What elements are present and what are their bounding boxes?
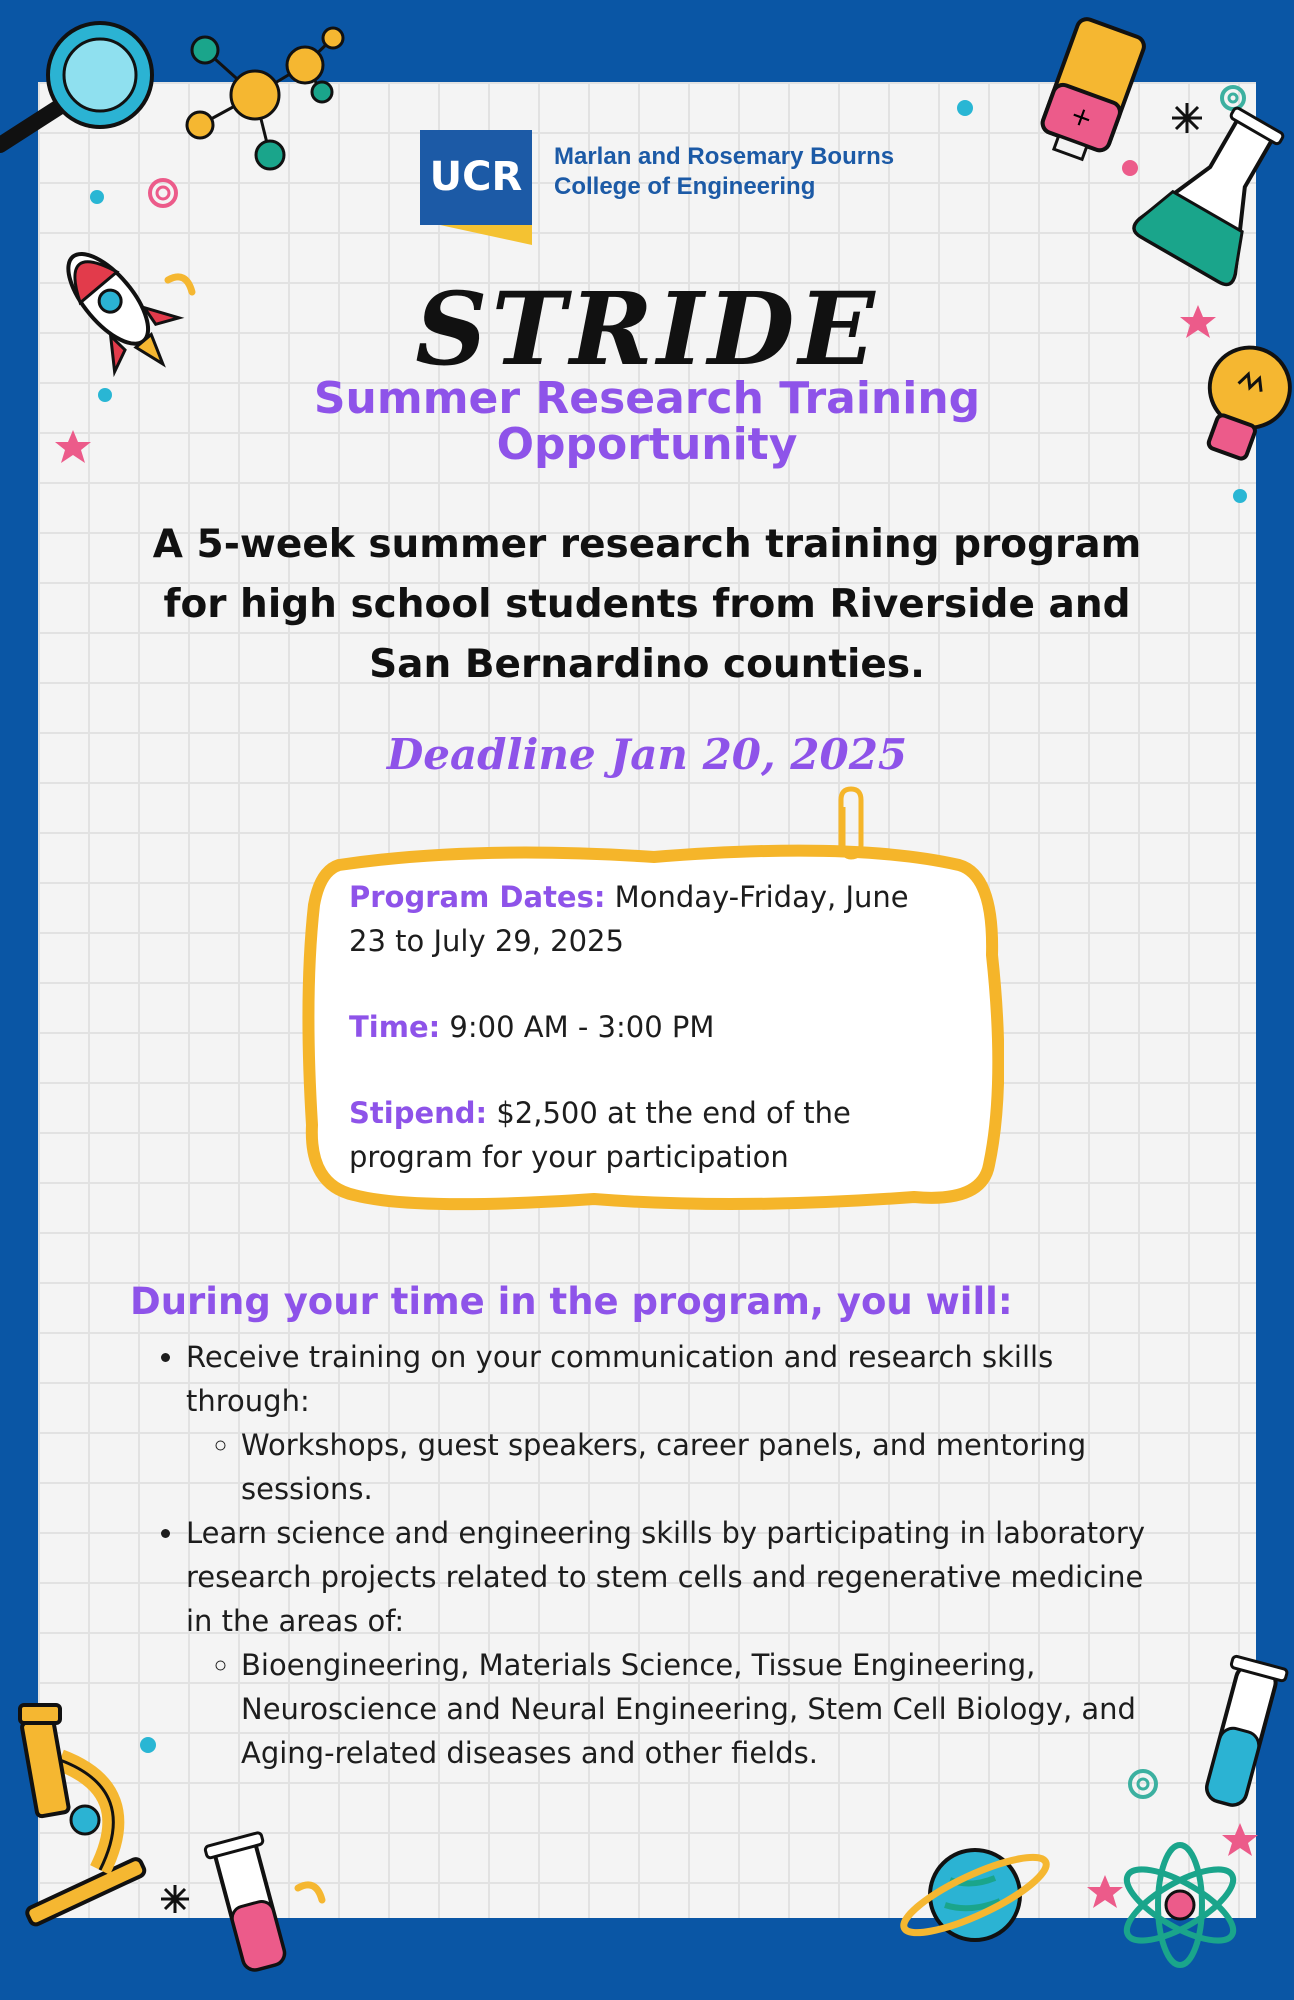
intro-line-3: San Bernardino counties. (369, 642, 925, 687)
sub-list-item-text: Bioengineering, Materials Science, Tissue Engineering, Neuroscience and Neural Engineering, Stem Cell Biology, and Aging-related diseases and other fields. (241, 1648, 1136, 1770)
sub-list-item-text: Workshops, guest speakers, career panels, and mentoring sessions. (241, 1428, 1087, 1506)
molecule-icon (187, 28, 343, 169)
sub-list-item (241, 1643, 1150, 1775)
svg-text:+: + (1065, 99, 1097, 136)
program-dates-value: Monday-Friday, June 23 to July 29, 2025 (349, 880, 909, 958)
logo-tab (440, 225, 532, 245)
deadline: Deadline Jan 20, 2025 (386, 730, 908, 779)
subtitle-line-2: Opportunity (496, 419, 798, 470)
flask-icon (1131, 93, 1294, 288)
microscope-icon (20, 1705, 146, 1926)
test-tube-blue-icon (1196, 1655, 1288, 1810)
sub-list-item (241, 1423, 1150, 1511)
test-tube-icon (204, 1832, 294, 1975)
intro-line-1: A 5-week summer research training program (152, 522, 1142, 567)
logo-line-2: College of Engineering (554, 173, 816, 200)
paperclip-icon (829, 785, 869, 865)
battery-icon (1035, 16, 1147, 166)
atom-icon (1117, 1845, 1243, 1965)
intro-text (140, 515, 1154, 695)
program-time-label: Time: (349, 1010, 441, 1044)
card-text (349, 875, 949, 1221)
program-time-value: 9:00 AM - 3:00 PM (440, 1010, 715, 1044)
program-dates-label: Program Dates: (349, 880, 606, 914)
program-stipend-label: Stipend: (349, 1096, 488, 1130)
planet-icon (896, 1844, 1054, 1946)
list-item (186, 1511, 1150, 1775)
program-time (349, 1005, 949, 1049)
list-item (186, 1335, 1150, 1511)
logo-mark: UCR (420, 130, 532, 225)
magnifying-glass-icon (0, 23, 152, 145)
activities-list (150, 1335, 1150, 1775)
subtitle (0, 373, 1294, 470)
page-title: STRIDE (415, 270, 879, 388)
section-heading: During your time in the program, you will: (130, 1280, 1013, 1323)
program-stipend (349, 1091, 949, 1179)
list-item-text: Receive training on your communication and research skills through: (186, 1340, 1054, 1418)
intro-line-2: for high school students from Riverside and (163, 582, 1131, 627)
logo-text (554, 142, 914, 202)
logo-line-1: Marlan and Rosemary Bourns (554, 143, 895, 170)
list-item-text: Learn science and engineering skills by participating in laboratory research projects related to stem cells and regenerative medicine in the areas of: (186, 1516, 1145, 1638)
details-card (294, 835, 1004, 1213)
subtitle-line-1: Summer Research Training (313, 373, 981, 424)
program-dates (349, 875, 949, 963)
program-stipend-value: $2,500 at the end of the program for your participation (349, 1096, 851, 1174)
